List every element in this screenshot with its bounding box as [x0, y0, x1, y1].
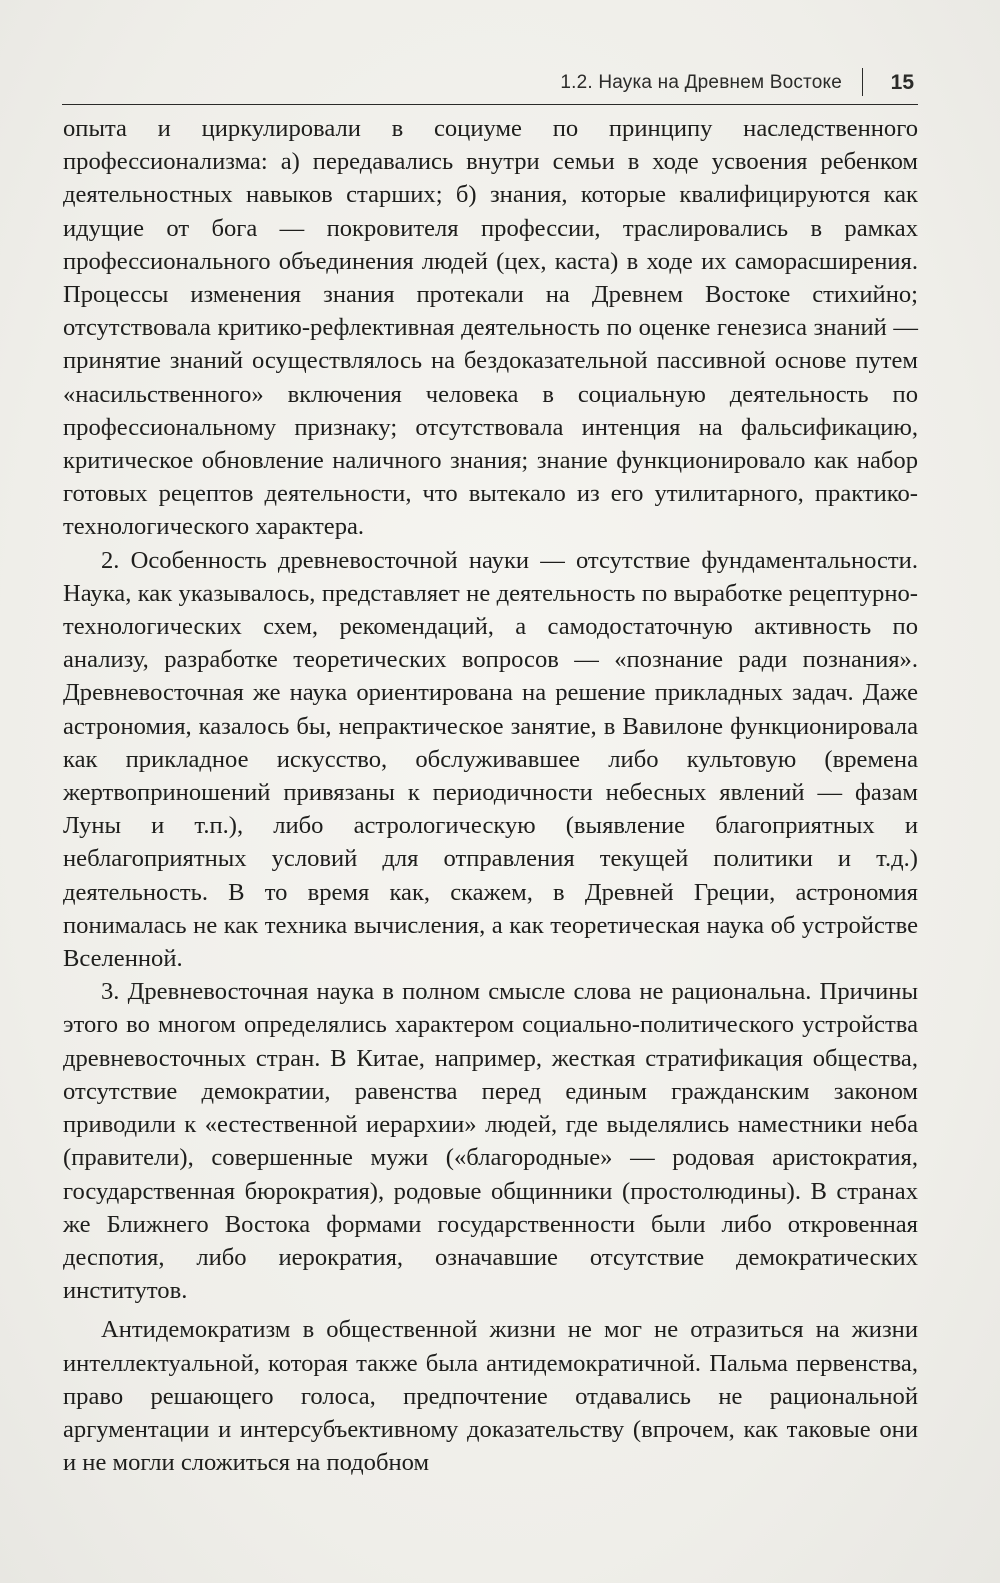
header-divider — [862, 68, 864, 96]
paragraph-antidemocratism: Антидемократизм в общественной жизни не мог не отразиться на жизни интеллектуальной, которая также была антидемократичной. Пальма первенства, право решающего голоса, предпочтение отдавались не рациональной аргументации и интерсубъективному доказательству (впрочем, как таковые они и не могли сложиться на подобном — [63, 1316, 918, 1477]
section-title: 1.2. Наука на Древнем Востоке — [560, 72, 842, 93]
paragraph-point-2: 2. Особенность древневосточной науки — отсутствие фундаментальности. Наука, как указывалось, представляет не деятельность по выработке рецептурно-технологических схем, рекомендаций, а самодостаточную активность по анализу, разработке теоретических вопросов — «познание ради познания». Древневосточная же наука ориентирована на решение прикладных задач. Даже астрономия, казалось бы, непрактическое занятие, в Вавилоне функционировала как прикладное искусство, обслуживавшее либо культовую (времена жертвоприношений привязаны к периодичности небесных явлений — фазам Луны и т.п.), либо астрологическую (выявление благоприятных и неблагоприятных условий для отправления текущей политики и т.д.) деятельность. В то время как, скажем, в Древней Греции, астрономия понималась не как техника вычисления, а как теоретическая наука об устройстве Вселенной. — [63, 546, 918, 973]
page-number: 15 — [890, 71, 914, 94]
paragraph-point-3: 3. Древневосточная наука в полном смысле слова не рациональна. Причины этого во многом определялись характером социально-политического устройства древневосточных стран. В Китае, например, жесткая стратификация общества, отсутствие демократии, равенства перед единым гражданским законом приводили к «естественной иерархии» людей, где выделялись наместники неба (правители), совершенные мужи («благородные» — родовая аристократия, государственная бюрократия), родовые общинники (простолюдины). В странах же Ближнего Востока формами государственности были либо откровенная деспотия, либо иерократия, означавшие отсутствие демократических институтов. — [63, 978, 918, 1305]
paragraph-continued: опыта и циркулировали в социуме по принципу наследственного профессионализма: а) передавались внутри семьи в ходе усвоения ребенком деятельностных навыков старших; б) знания, которые квалифицируются как идущие от бога — покровителя профессии, траслировались в рамках профессионального объединения людей (цех, каста) в ходе их саморасширения. Процессы изменения знания протекали на Древнем Востоке стихийно; отсутствовала критико-рефлективная деятельность по оценке генезиса знаний — принятие знаний осуществлялось на бездоказательной пассивной основе путем «насильственного» включения человека в социальную деятельность по профессиональному признаку; отсутствовала интенция на фальсификацию, критическое обновление наличного знания; знание функционировало как набор готовых рецептов деятельности, что вытекало из его утилитарного, практико-технологического характера. — [63, 115, 918, 541]
body-text — [63, 112, 918, 1479]
running-head — [62, 62, 918, 105]
